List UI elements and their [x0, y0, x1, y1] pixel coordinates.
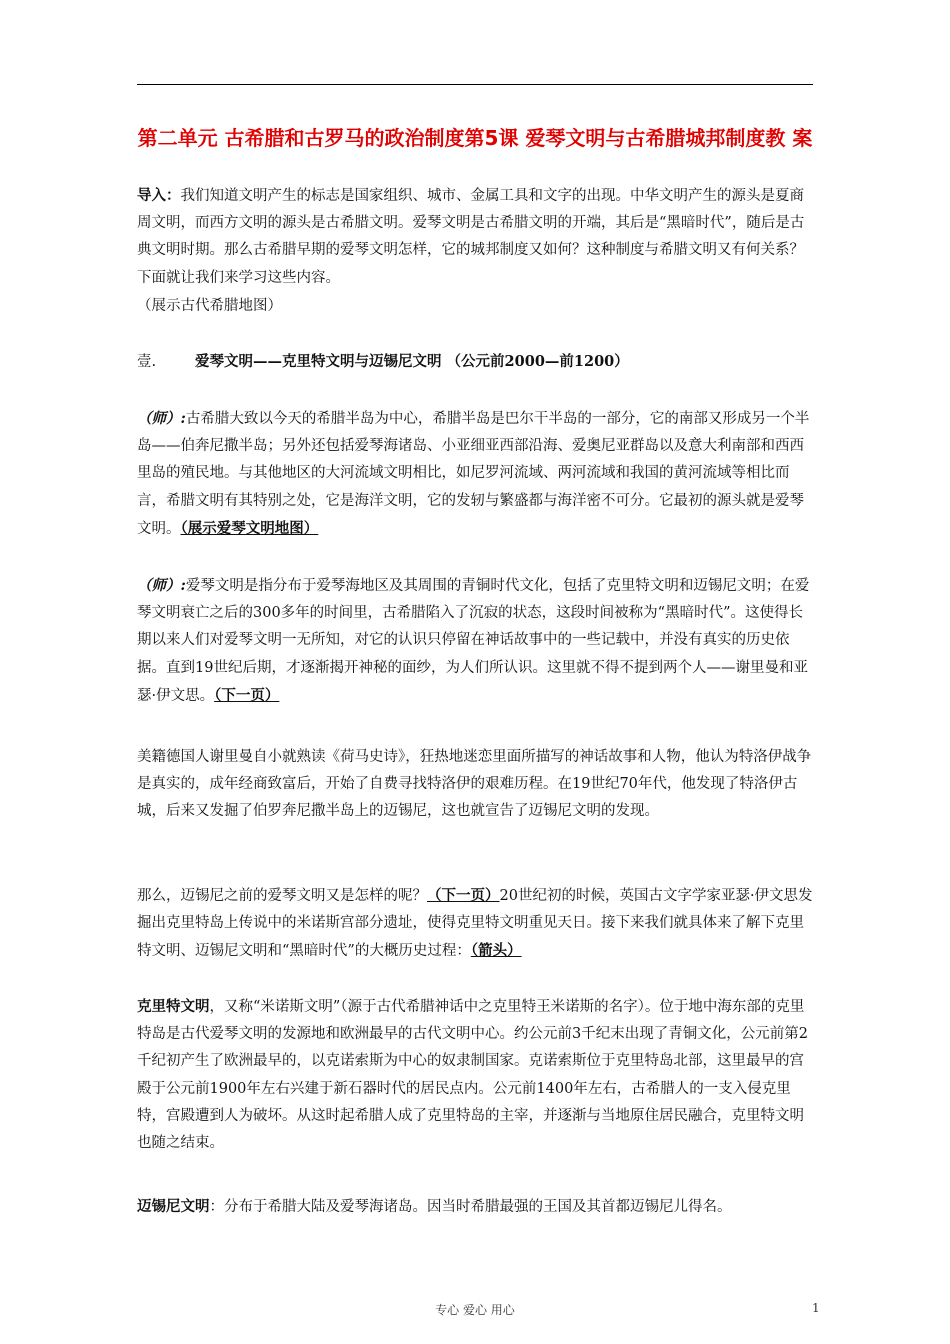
teacher-text: 爱琴文明是指分布于爱琴海地区及其周围的青铜时代文化，包括了克里特文明和迈锡尼文明；在爱琴文明衰亡之后的300多年的时间里，古希腊陷入了沉寂的状态，这段时间被称为“黑暗时代”。这使得长期以来人们对爱琴文明一无所知，对它的认识只停留在神话故事中的一些记载中，并没有真实的历史依据。直到19世纪后期，才逐渐揭开神秘的面纱，为人们所认识。这里就不得不提到两个人——谢里曼和亚瑟·伊文思。 — [137, 578, 810, 704]
arrow-link[interactable]: （箭头） — [470, 942, 522, 960]
mycenae-paragraph — [137, 1193, 813, 1221]
teacher-label: （师）: — [137, 577, 186, 594]
intro-paragraph — [137, 182, 813, 292]
intro-text: 我们知道文明产生的标志是国家组织、城市、金属工具和文字的出现。中华文明产生的源头是夏商周文明，而西方文明的源头是古希腊文明。爱琴文明是古希腊文明的开端，其后是“黑暗时代”，随后是古典文明时期。那么古希腊早期的爱琴文明怎样，它的城邦制度又如何？这种制度与希腊文明又有何关系？下面就让我们来学习这些内容。 — [137, 188, 805, 286]
mycenae-label: 迈锡尼文明 — [137, 1198, 210, 1215]
section-heading — [137, 348, 813, 376]
evans-text-b: 20世纪初的时候，英国古文字学家亚瑟·伊文思发掘出克里特岛上传说中的米诺斯宫部分遗址，使得克里特文明重见天日。接下来我们就具体来了解下克里特文明、迈锡尼文明和“黑暗时代”的大概历史过程： — [137, 888, 813, 960]
teacher-paragraph-1 — [137, 405, 813, 543]
section-title: 爱琴文明——克里特文明与迈锡尼文明 （公元前2000—前1200） — [195, 353, 629, 370]
page-number: 1 — [812, 1301, 820, 1315]
crete-text: ，又称“米诺斯文明”（源于古代希腊神话中之克里特王米诺斯的名字）。位于地中海东部的克里特岛是古代爱琴文明的发源地和欧洲最早的古代文明中心。约公元前3千纪末出现了青铜文化，公元前第2千纪初产生了欧洲最早的，以克诺索斯为中心的奴隶制国家。克诺索斯位于克里特岛北部，这里最早的宫殿于公元前1900年左右兴建于新石器时代的居民点内。公元前1400年左右，古希腊人的一支入侵克里特，宫殿遭到人为破坏。从这时起希腊人成了克里特岛的主宰，并逐渐与当地原住居民融合，克里特文明也随之结束。 — [137, 999, 808, 1152]
schliemann-paragraph: 美籍德国人谢里曼自小就熟读《荷马史诗》，狂热地迷恋里面所描写的神话故事和人物，他认为特洛伊战争是真实的，成年经商致富后，开始了自费寻找特洛伊的艰难历程。在19世纪70年代，他发现了特洛伊古城，后来又发掘了伯罗奔尼撒半岛上的迈锡尼，这也就宣告了迈锡尼文明的发现。 — [137, 749, 812, 820]
next-page-link[interactable]: （下一页） — [427, 887, 500, 904]
teacher-text: 古希腊大致以今天的希腊半岛为中心，希腊半岛是巴尔干半岛的一部分，它的南部又形成另一个半岛——伯奔尼撒半岛；另外还包括爱琴海诸岛、小亚细亚西部沿海、爱奥尼亚群岛以及意大利南部和西西里岛的殖民地。与其他地区的大河流域文明相比，如尼罗河流域、两河流域和我国的黄河流域等相比而言，希腊文明有其特别之处，它是海洋文明，它的发轫与繁盛都与海洋密不可分。它最初的源头就是爱琴文明。 — [137, 411, 810, 537]
next-page-link[interactable]: （下一页） — [214, 686, 280, 704]
evans-paragraph — [137, 882, 813, 966]
footer-motto: 专心 爱心 用心 — [435, 1303, 515, 1317]
intro-label: 导入： — [137, 187, 181, 204]
section-number: 壹. — [137, 354, 157, 370]
teacher-paragraph-2 — [137, 572, 813, 710]
teacher-label: （师）: — [137, 410, 186, 427]
show-aegean-map-link[interactable]: （展示爱琴文明地图） — [180, 519, 319, 537]
page-title: 第二单元 古希腊和古罗马的政治制度第5课 爱琴文明与古希腊城邦制度教 案 — [137, 126, 813, 150]
crete-paragraph — [137, 993, 813, 1157]
mycenae-text: ：分布于希腊大陆及爱琴海诸岛。因当时希腊最强的王国及其首都迈锡尼儿得名。 — [209, 1199, 732, 1215]
intro-note: （展示古代希腊地图） — [137, 298, 282, 314]
evans-text-a: 那么，迈锡尼之前的爱琴文明又是怎样的呢？ — [137, 888, 427, 904]
header-rule — [137, 84, 813, 85]
crete-label: 克里特文明 — [137, 998, 210, 1015]
page-footer — [0, 1301, 950, 1318]
